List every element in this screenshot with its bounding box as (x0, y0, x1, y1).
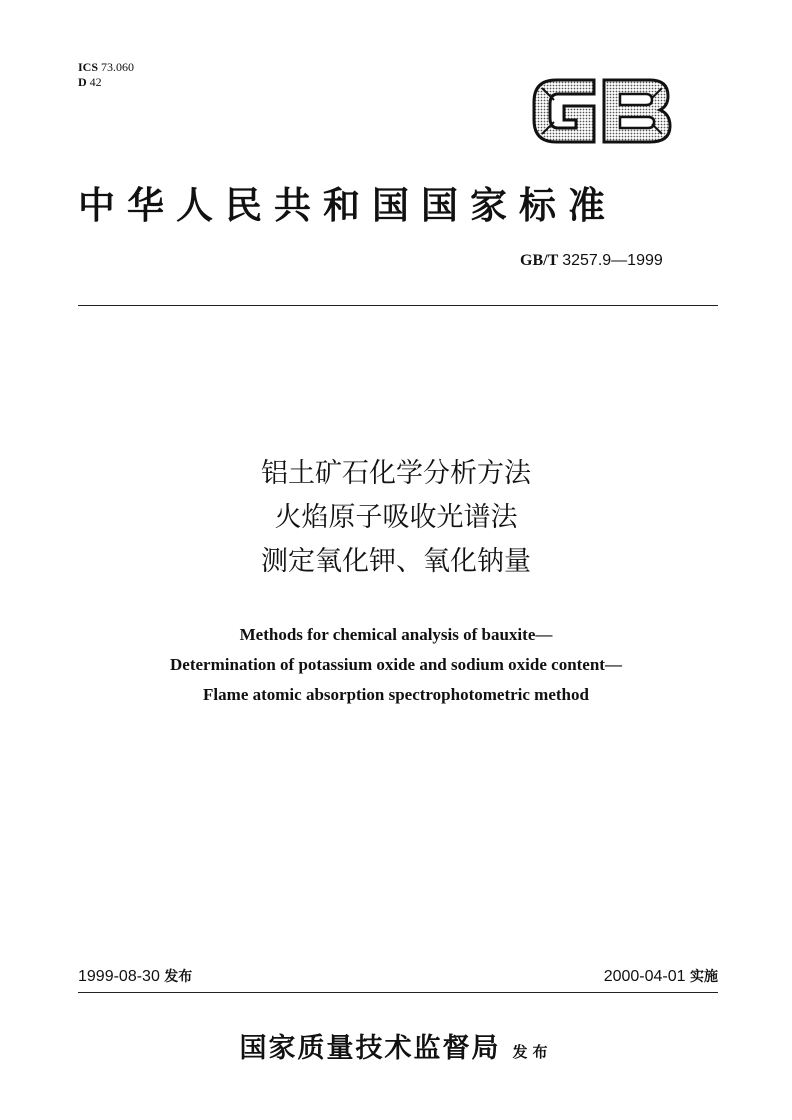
chinese-title-line-1: 铝土矿石化学分析方法 (261, 458, 531, 489)
implementation-label: 实施 (690, 969, 718, 985)
issue-date-value: 1999-08-30 (78, 968, 160, 985)
chinese-title (0, 452, 792, 584)
english-title-line-2: Determination of potassium oxide and sodium oxide content— (170, 655, 622, 674)
top-divider (78, 305, 718, 306)
chinese-title-line-2: 火焰原子吸收光谱法 (274, 502, 518, 533)
implementation-date (604, 966, 718, 986)
national-standard-heading: 中华人民共和国国家标准 (78, 184, 617, 227)
publisher-name: 国家质量技术监督局 (239, 1033, 501, 1064)
standard-prefix: GB/T (520, 252, 559, 269)
ics-code: ICS 73.060 (78, 60, 135, 74)
issue-label: 发布 (164, 969, 193, 985)
english-title-line-1: Methods for chemical analysis of bauxite— (239, 625, 553, 644)
english-title (0, 620, 792, 710)
publisher-action: 发布 (512, 1043, 553, 1061)
standard-number (520, 252, 663, 270)
standard-code: 3257.9—1999 (562, 252, 663, 269)
gb-logo-icon (528, 72, 674, 148)
publisher (0, 1026, 792, 1065)
classification-codes (78, 60, 134, 90)
ccs-code: D 42 (78, 75, 102, 89)
english-title-line-3: Flame atomic absorption spectrophotometric method (203, 685, 589, 704)
bottom-divider (78, 992, 718, 993)
chinese-title-line-3: 测定氧化钾、氧化钠量 (261, 546, 531, 577)
issue-date (78, 966, 192, 986)
implementation-date-value: 2000-04-01 (603, 968, 686, 985)
